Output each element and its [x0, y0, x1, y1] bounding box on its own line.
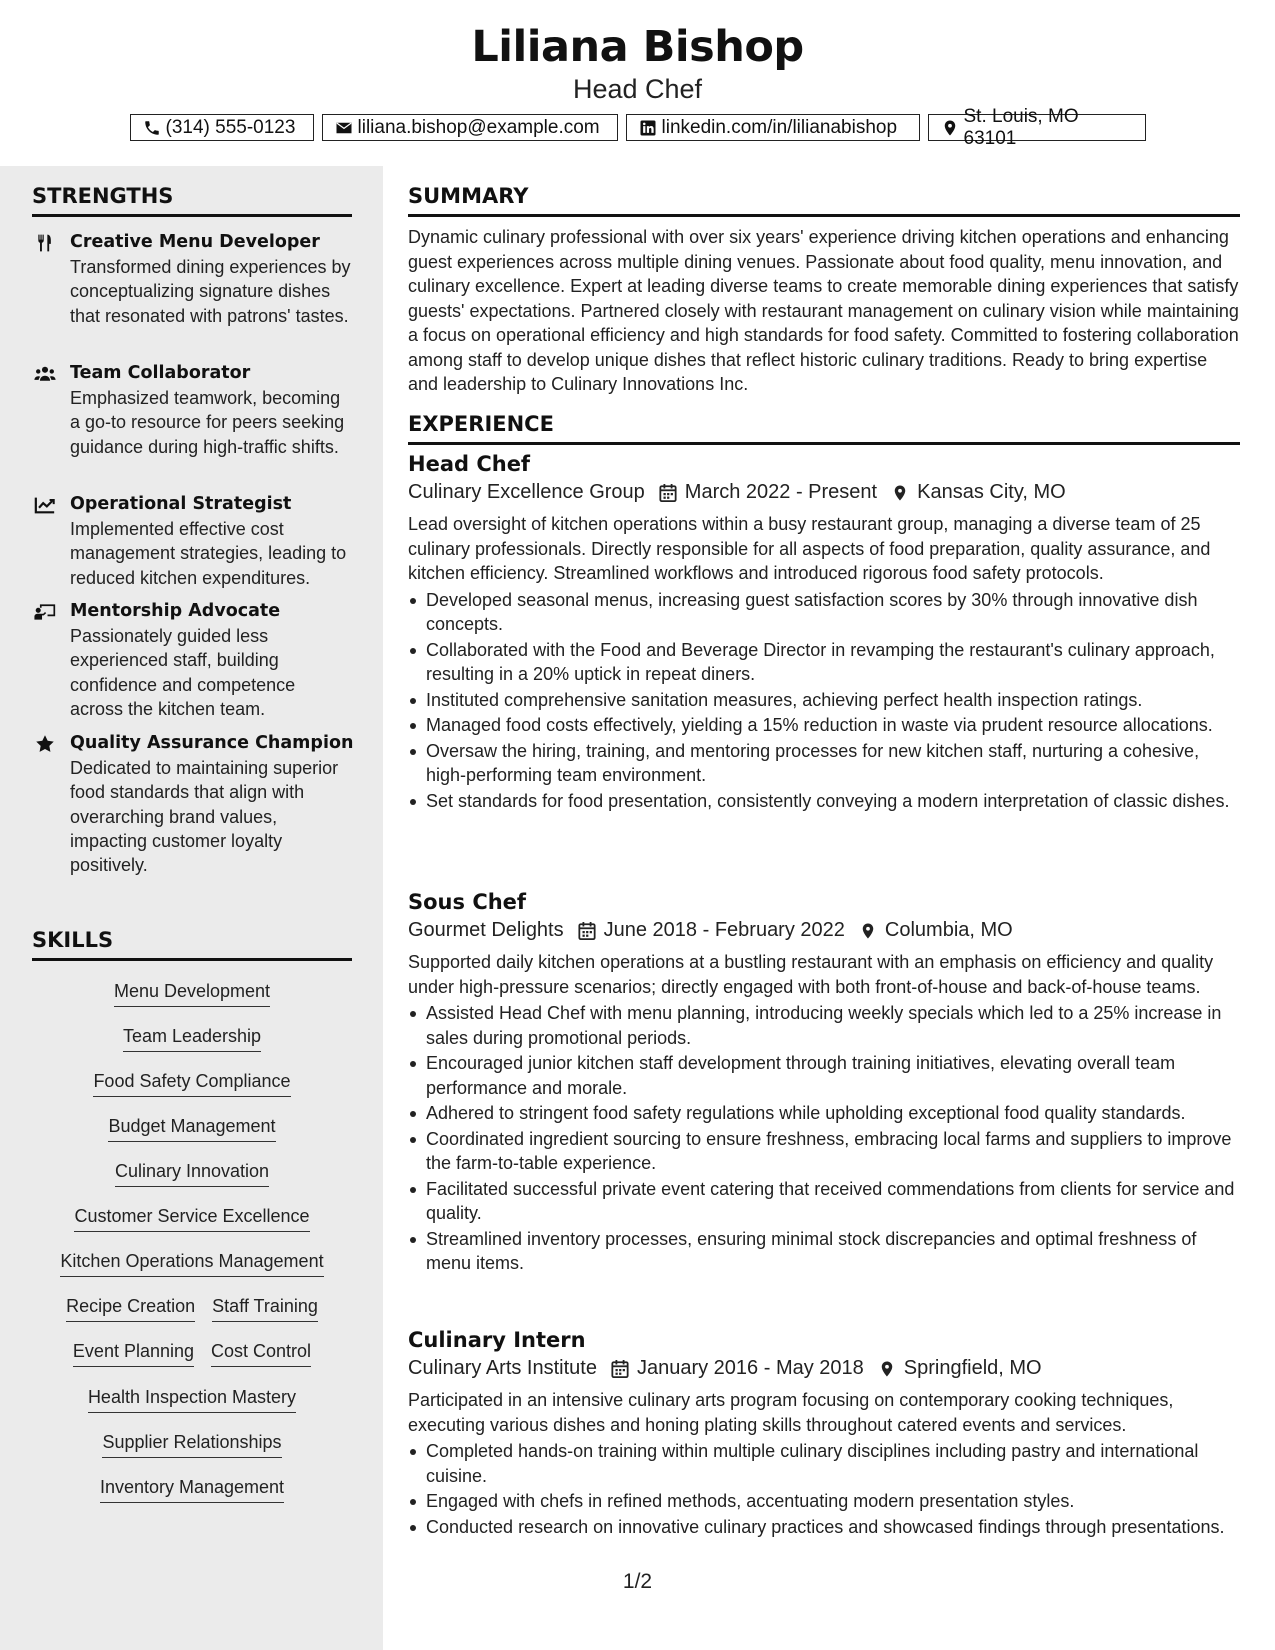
job-dates: January 2016 - May 2018 [636, 1357, 864, 1379]
skill-row [32, 1250, 352, 1277]
job-bullets [408, 588, 1240, 814]
skill-tag: Culinary Innovation [115, 1160, 269, 1187]
job-title-header: Head Chef [572, 74, 703, 104]
skill-row [32, 1431, 352, 1458]
summary-heading: SUMMARY [408, 184, 1240, 217]
skills-heading-wrap [32, 928, 352, 961]
page-number: 1/2 [622, 1570, 653, 1593]
job-bullet: Streamlined inventory processes, ensuring minimal stock discrepancies and optimal freshness of menu items. [408, 1227, 1240, 1276]
job-meta [408, 1357, 1240, 1380]
strength-title: Creative Menu Developer [70, 232, 320, 252]
job-description: Lead oversight of kitchen operations within a busy restaurant group, managing a diverse team of 25 culinary professionals. Directly responsible for all aspects of food preparation, quality assurance, and kitchen efficiency. Streamlined workflows and introduced rigorous food safety protocols. [408, 514, 1211, 583]
job-bullet: Instituted comprehensive sanitation measures, achieving perfect health inspection ratings. [408, 688, 1240, 713]
job-company: Culinary Excellence Group [408, 481, 645, 503]
users-icon [34, 364, 56, 384]
skill-tag: Supplier Relationships [102, 1431, 281, 1458]
map-marker-icon [941, 119, 959, 137]
skill-tag: Cost Control [211, 1340, 311, 1367]
job-title: Culinary Intern [408, 1328, 586, 1352]
skills-heading: SKILLS [32, 928, 352, 961]
job-meta [408, 481, 1240, 504]
summary-text: Dynamic culinary professional with over six years' experience driving kitchen operations and enhancing guest experiences across multiple dining venues. Passionate about food quality, menu innovation, and culinary excellence. Expert at leading diverse teams to create memorable dining experiences that satisfy guests' expectations. Partnered closely with restaurant management on culinary vision while maintaining a focus on operational efficiency and high standards for food safety. Committed to fostering collaboration among staff to develop unique dishes that reflect historic culinary traditions. Ready to bring expertise and leadership to Culinary Innovations Inc. [408, 227, 1239, 394]
experience-section [408, 412, 1240, 445]
job-bullet: Engaged with chefs in refined methods, accentuating modern presentation styles. [408, 1489, 1240, 1514]
phone-icon [143, 119, 161, 137]
job-title: Sous Chef [408, 890, 527, 914]
strength-desc: Emphasized teamwork, becoming a go-to resource for peers seeking guidance during high-traffic shifts. [70, 388, 345, 457]
skill-tag: Menu Development [114, 980, 270, 1007]
skill-row [32, 1160, 352, 1187]
email-text: liliana.bishop@example.com [357, 116, 600, 138]
candidate-name: Liliana Bishop [471, 22, 804, 72]
skill-row [32, 1476, 352, 1503]
envelope-icon [335, 119, 353, 137]
job-location: Columbia, MO [884, 919, 1013, 941]
skill-tag: Recipe Creation [66, 1295, 195, 1322]
job-location: Kansas City, MO [917, 481, 1066, 503]
contact-phone[interactable] [130, 114, 314, 141]
skill-row [32, 1025, 352, 1052]
strength-title: Team Collaborator [70, 363, 251, 383]
job-bullet: Assisted Head Chef with menu planning, introducing weekly specials which led to a 25% increase in sales during promotional periods. [408, 1001, 1240, 1050]
linkedin-icon [639, 119, 657, 137]
job-company: Gourmet Delights [408, 919, 564, 941]
strength-desc: Dedicated to maintaining superior food standards that align with overarching brand values, impacting customer loyalty positively. [70, 758, 339, 876]
linkedin-text: linkedin.com/in/lilianabishop [661, 116, 898, 138]
skill-tag: Event Planning [73, 1340, 194, 1367]
map-marker-icon [859, 921, 877, 941]
contact-location [928, 105, 1146, 149]
skill-tag: Team Leadership [123, 1025, 261, 1052]
skill-row [32, 1295, 352, 1322]
skill-tag: Staff Training [212, 1295, 318, 1322]
phone-text: (314) 555-0123 [165, 116, 296, 138]
skill-row [32, 1205, 352, 1232]
job-description: Supported daily kitchen operations at a bustling restaurant with an emphasis on efficiency and quality under high-pressure scenarios; directly engaged with both front-of-house and back-of-house teams. [408, 952, 1214, 997]
strength-desc: Transformed dining experiences by conceptualizing signature dishes that resonated with patrons' tastes. [70, 257, 351, 326]
skill-row [32, 1115, 352, 1142]
contact-linkedin[interactable] [626, 114, 920, 141]
calendar-icon [611, 1359, 629, 1379]
calendar-icon [659, 483, 677, 503]
job-entry [408, 452, 1240, 814]
job-bullet: Facilitated successful private event catering that received commendations from clients for service and quality. [408, 1177, 1240, 1226]
chalkboard-teacher-icon [34, 602, 56, 622]
skill-row [32, 1340, 352, 1367]
job-bullet: Set standards for food presentation, consistently conveying a modern interpretation of classic dishes. [408, 789, 1240, 814]
strengths-heading: STRENGTHS [32, 184, 352, 217]
map-marker-icon [891, 483, 909, 503]
job-bullet: Conducted research on innovative culinary practices and showcased findings through presentations. [408, 1515, 1240, 1540]
strengths-section [32, 184, 352, 217]
strength-desc: Implemented effective cost management strategies, leading to reduced kitchen expenditures. [70, 519, 347, 588]
job-title: Head Chef [408, 452, 531, 476]
skill-row [32, 1386, 352, 1413]
skill-tag: Inventory Management [100, 1476, 284, 1503]
job-bullet: Collaborated with the Food and Beverage Director in revamping the restaurant's culinary approach, resulting in a 20% uptick in repeat diners. [408, 638, 1240, 687]
strength-desc: Passionately guided less experienced staff, building confidence and competence across the kitchen team. [70, 626, 296, 719]
skill-row [32, 980, 352, 1007]
skill-tag: Customer Service Excellence [74, 1205, 309, 1232]
skill-row [32, 1070, 352, 1097]
job-entry [408, 890, 1240, 1277]
calendar-icon [578, 921, 596, 941]
job-company: Culinary Arts Institute [408, 1357, 597, 1379]
job-bullets [408, 1439, 1240, 1539]
map-marker-icon [878, 1359, 896, 1379]
experience-heading: EXPERIENCE [408, 412, 1240, 445]
contact-email[interactable] [322, 114, 618, 141]
skill-tag: Food Safety Compliance [93, 1070, 290, 1097]
job-meta [408, 919, 1240, 942]
job-bullet: Adhered to stringent food safety regulations while upholding exceptional food quality standards. [408, 1101, 1240, 1126]
job-bullet: Coordinated ingredient sourcing to ensure freshness, embracing local farms and suppliers to improve the farm-to-table experience. [408, 1127, 1240, 1176]
job-bullet: Managed food costs effectively, yielding a 15% reduction in waste via prudent resource allocations. [408, 713, 1240, 738]
contact-bar [0, 105, 1275, 149]
strength-title: Operational Strategist [70, 494, 292, 514]
skill-tag: Budget Management [108, 1115, 275, 1142]
job-bullet: Oversaw the hiring, training, and mentoring processes for new kitchen staff, nurturing a cohesive, high-performing team environment. [408, 739, 1240, 788]
job-bullets [408, 1001, 1240, 1276]
job-bullet: Developed seasonal menus, increasing guest satisfaction scores by 30% through innovative dish concepts. [408, 588, 1240, 637]
star-icon [34, 734, 56, 754]
location-text: St. Louis, MO 63101 [963, 105, 1079, 149]
utensils-icon [34, 233, 56, 253]
job-bullet: Encouraged junior kitchen staff development through training initiatives, elevating overall team performance and morale. [408, 1051, 1240, 1100]
job-dates: March 2022 - Present [684, 481, 878, 503]
job-entry [408, 1328, 1240, 1540]
summary-section [408, 184, 1240, 397]
skill-tag: Health Inspection Mastery [88, 1386, 296, 1413]
chart-line-icon [34, 495, 56, 515]
skill-tag: Kitchen Operations Management [60, 1250, 323, 1277]
job-location: Springfield, MO [903, 1357, 1042, 1379]
job-dates: June 2018 - February 2022 [603, 919, 845, 941]
job-bullet: Completed hands-on training within multiple culinary disciplines including pastry and international cuisine. [408, 1439, 1240, 1488]
strength-title: Quality Assurance Champion [70, 733, 354, 753]
job-description: Participated in an intensive culinary arts program focusing on contemporary cooking techniques, executing various dishes and honing plating skills throughout catered events and services. [408, 1390, 1174, 1435]
strength-title: Mentorship Advocate [70, 601, 281, 621]
